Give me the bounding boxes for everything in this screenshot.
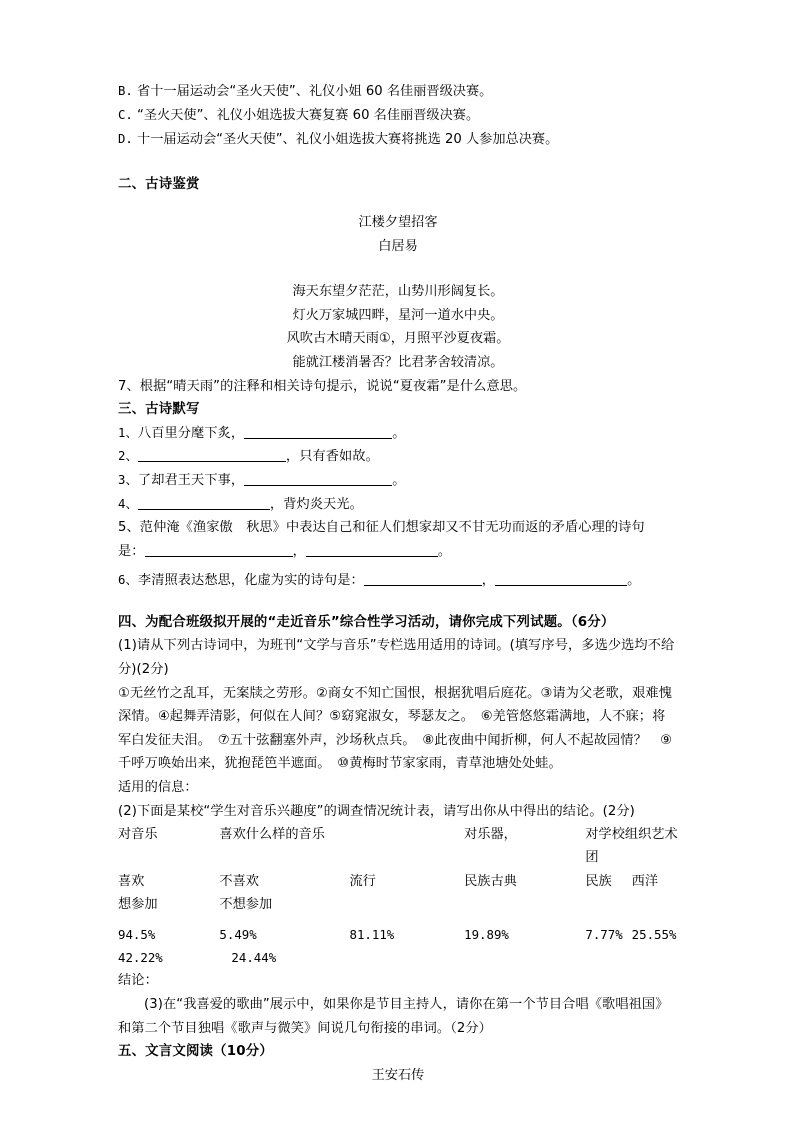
table-cell-value: 42.22% xyxy=(118,950,163,966)
question-7: 7、根据“晴天雨”的注释和相关诗句提示，说说“夏夜霜”是什么意思。 xyxy=(118,378,527,394)
item-text-post: 。 xyxy=(392,472,406,488)
fill-blank-item-3 xyxy=(118,469,678,493)
poem-line: 海天东望夕茫茫，山势川形阔复长。 xyxy=(292,284,504,300)
table-row xyxy=(118,916,678,946)
answer-blank[interactable] xyxy=(495,572,627,586)
table-group-header: 对学校组织艺术团 xyxy=(585,827,678,866)
table-header-cell: 流行 xyxy=(349,873,376,889)
table-group-header-empty xyxy=(349,823,464,869)
table-cell-value: 94.5% xyxy=(118,927,156,943)
table-cell-value: 19.89% xyxy=(464,927,509,943)
poem-line: 风吹古木晴天雨①，月照平沙夏夜霜。 xyxy=(286,331,510,347)
item-number: 3、 xyxy=(118,472,138,487)
table-header-cell: 喜欢 xyxy=(118,873,145,889)
table-cell-value: 24.44% xyxy=(231,950,277,966)
question-4-2: (2)下面是某校“学生对音乐兴趣度”的调查情况统计表，请写出你从中得出的结论。(2分) xyxy=(118,803,635,819)
answer-blank[interactable] xyxy=(138,448,286,462)
table-header-cell-empty xyxy=(585,893,631,916)
section-heading-two: 二、古诗鉴赏 xyxy=(118,177,200,193)
item-text-post: 。 xyxy=(392,425,406,441)
table-header-cell: 不想参加 xyxy=(219,896,273,912)
item-5-separator: ， xyxy=(292,543,306,559)
choice-marker-d: D. xyxy=(118,131,133,146)
fill-blank-item-1 xyxy=(118,422,678,446)
choice-text-b: 省十一届运动会“圣火天使”、礼仪小姐 60 名佳丽晋级决赛。 xyxy=(137,84,493,99)
fill-blank-item-4 xyxy=(118,493,678,517)
item-text-post: ， xyxy=(481,573,496,589)
table-header-cell: 民族 xyxy=(585,873,612,889)
prose-title: 王安石传 xyxy=(371,1067,425,1083)
choice-option-c xyxy=(118,104,678,128)
answer-blank[interactable] xyxy=(306,543,438,557)
item-text-pre: 了却君王天下事， xyxy=(137,472,245,488)
table-cell-value: 25.55% xyxy=(631,927,677,943)
choice-option-d xyxy=(118,128,678,152)
section-heading-four: 四、为配合班级拟开展的“走近音乐”综合性学习活动，请你完成下列试题。（6分） xyxy=(118,614,615,630)
choice-option-b xyxy=(118,80,678,104)
table-group-header: 对乐器， xyxy=(464,827,517,843)
table-cell-empty xyxy=(349,946,464,969)
table-header-row-2 xyxy=(118,893,678,916)
page-content xyxy=(118,80,678,1087)
choice-marker-b: B. xyxy=(118,84,133,98)
item-number: 1、 xyxy=(118,425,138,440)
answer-blank[interactable] xyxy=(244,425,392,439)
table-cell-value: 7.77% xyxy=(585,927,623,943)
applicable-info-label: 适用的信息： xyxy=(118,780,198,796)
table-header-cell-empty xyxy=(349,893,464,916)
poem-line: 能就江楼消暑否？比君茅舍较清凉。 xyxy=(292,354,504,370)
question-4-1: (1)请从下列古诗词中，为班刊“文学与音乐”专栏选用适用的诗词。(填写序号，多选少选均不给分)(2分) xyxy=(118,638,675,678)
table-group-header: 喜欢什么样的音乐 xyxy=(219,827,325,843)
spacer xyxy=(118,593,678,611)
question-4-3: (3)在“我喜爱的歌曲”展示中，如果你是节目主持人，请你在第一个节目合唱《歌唱祖国》和第二个节目独唱《歌声与微笑》间说几句衔接的串词。（2分） xyxy=(118,997,669,1036)
table-header-cell: 西洋 xyxy=(631,873,659,889)
music-interest-survey-table xyxy=(118,823,678,969)
table-header-cell-empty xyxy=(632,893,678,916)
spacer xyxy=(118,151,678,173)
table-group-header: 对音乐 xyxy=(118,827,158,843)
answer-blank[interactable] xyxy=(138,496,270,510)
poem-line: 灯火万家城四畔，星河一道水中央。 xyxy=(292,307,504,323)
answer-blank[interactable] xyxy=(244,472,392,486)
choice-text-c: “圣火天使”、礼仪小姐选拔大赛复赛 60 名佳丽晋级决赛。 xyxy=(137,107,480,123)
answer-blank[interactable] xyxy=(145,543,293,557)
conclusion-label: 结论： xyxy=(118,973,158,989)
poem-body xyxy=(118,280,678,374)
table-header-row xyxy=(118,870,678,893)
fill-blank-item-5 xyxy=(118,516,678,540)
fill-blank-item-5-line2 xyxy=(118,540,678,564)
table-cell-empty xyxy=(585,946,631,969)
item-text-pre: 李清照表达愁思，化虚为实的诗句是： xyxy=(137,573,364,589)
table-header-cell: 不喜欢 xyxy=(219,873,259,889)
item-5-end: 。 xyxy=(437,543,452,559)
item-text-post: ，背灼炎天光。 xyxy=(269,496,363,512)
table-group-header-row xyxy=(118,823,678,869)
poem-title: 江楼夕望招客 xyxy=(358,214,438,230)
item-5-prefix: 是： xyxy=(118,543,145,559)
table-cell-empty xyxy=(632,946,678,969)
spacer xyxy=(118,197,678,211)
item-text-pre: 八百里分麾下炙， xyxy=(137,425,245,441)
table-cell-value: 81.11% xyxy=(349,927,395,943)
choice-text-d: 十一届运动会“圣火天使”、礼仪小姐选拔大赛将挑选 20 人参加总决赛。 xyxy=(137,131,559,147)
fill-blank-item-2 xyxy=(118,445,678,469)
table-header-cell: 想参加 xyxy=(118,896,158,912)
poem-author: 白居易 xyxy=(378,238,418,254)
section-heading-five: 五、文言文阅读（10分） xyxy=(118,1044,273,1060)
item-number: 2、 xyxy=(118,449,138,464)
fill-blank-item-6 xyxy=(118,569,678,593)
poem-fragment-list: ①无丝竹之乱耳，无案牍之劳形。②商女不知亡国恨，根据犹唱后庭花。③请为父老歌，艰难愧深情。④起舞弄清影，何似在人间？⑤窈窕淑女，琴瑟友之。 ⑥羌管悠悠霜满地，人不寐；将军白发征夫泪。 ⑦五十弦翻塞外声，沙场秋点兵。 ⑧此夜曲中闻折柳，何人不起故园情？ ⑨千呼万唤始出来，犹抱琵笆半遮面。 ⑩黄梅时节家家雨，青草池塘处处蛙。 xyxy=(118,685,673,772)
answer-blank[interactable] xyxy=(364,572,482,586)
item-5-line-1: 5、范仲淹《渔家傲 秋思》中表达自己和征人们想家却又不甘无功而返的矛盾心理的诗句 xyxy=(118,520,645,536)
section-heading-three: 三、古诗默写 xyxy=(118,402,200,418)
table-header-cell: 民族古典 xyxy=(464,873,517,889)
table-cell-value: 5.49% xyxy=(219,927,257,943)
item-text-post2: 。 xyxy=(627,573,641,589)
item-text-post: ，只有香如故。 xyxy=(285,449,379,465)
item-number: 4、 xyxy=(118,496,138,511)
table-row xyxy=(118,946,678,969)
table-cell-empty xyxy=(464,946,585,969)
item-number: 6、 xyxy=(118,573,138,588)
table-header-cell-empty xyxy=(464,893,585,916)
choice-marker-c: C. xyxy=(118,107,133,122)
